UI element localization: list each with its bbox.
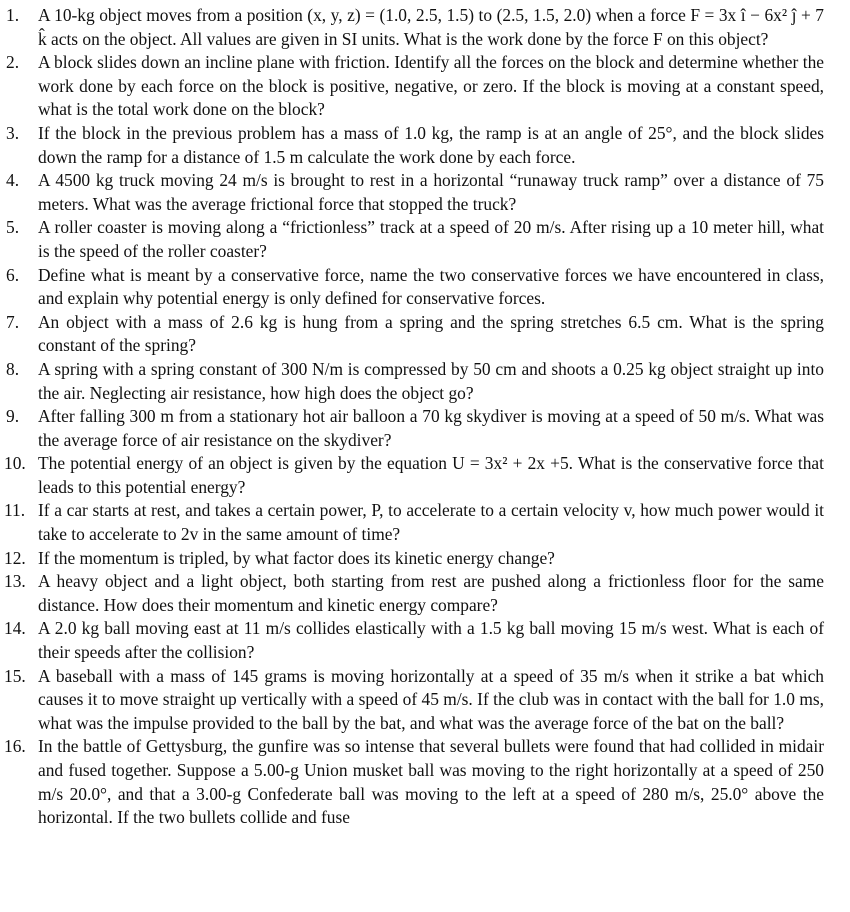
problem-number: 13. [4,571,26,592]
problem-number: 12. [4,547,26,568]
problem-item [0,665,850,736]
problem-text: If a car starts at rest, and takes a certain power, P, to accelerate to a certain velocity v, how much power would it take to accelerate to 2v in the same amount of time? [38,500,824,545]
problem-text: In the battle of Gettysburg, the gunfire was so intense that several bullets were found that had collided in midair and fused together. Suppose a 5.00-g Union musket ball was moving to the right horizontally at a speed of 250 m/s 20.0°, and that a 3.00-g Confederate ball was moving to the left at a speed of 280 m/s, 25.0° above the horizontal. If the two bullets collide and fuse [38,736,824,828]
problem-item [0,264,850,311]
problem-text: A spring with a spring constant of 300 N/m is compressed by 50 cm and shoots a 0.25 kg object straight up into the air. Neglecting air resistance, how high does the object go? [38,358,824,403]
problem-item [0,547,850,571]
problem-number: 8. [6,358,20,379]
problem-text: After falling 300 m from a stationary hot air balloon a 70 kg skydiver is moving at a speed of 50 m/s. What was the average force of air resistance on the skydiver? [38,406,824,450]
problem-item [0,617,850,664]
problem-text: A 4500 kg truck moving 24 m/s is brought to rest in a horizontal “runaway truck ramp” over a distance of 75 meters. What was the average frictional force that stopped the truck? [38,170,824,214]
problem-number: 15. [4,665,26,686]
problem-text: Define what is meant by a conservative force, name the two conservative forces we have encountered in class, and explain why potential energy is only defined for conservative forces. [38,264,824,309]
problem-item [0,311,850,358]
problem-text: A 10-kg object moves from a position (x, y, z) = (1.0, 2.5, 1.5) to (2.5, 1.5, 2.0) when a force F = 3x î − 6x² ĵ + 7 k̂ acts on the object. All values are given in SI units. What is the work done by the force F on this object? [38,5,824,49]
problem-number: 5. [6,217,20,238]
problem-text: An object with a mass of 2.6 kg is hung from a spring and the spring stretches 6.5 cm. What is the spring constant of the spring? [38,311,824,356]
problem-number: 7. [6,311,20,332]
problem-text: The potential energy of an object is given by the equation U = 3x² + 2x +5. What is the conservative force that leads to this potential energy? [38,453,824,497]
problem-number: 11. [4,500,26,521]
problem-number: 9. [6,406,20,427]
problem-item [0,51,850,122]
problem-item [0,169,850,216]
problem-list [0,4,850,830]
problem-number: 4. [6,170,20,191]
problem-number: 2. [6,52,20,73]
problem-text: If the block in the previous problem has a mass of 1.0 kg, the ramp is at an angle of 25°, and the block slides down the ramp for a distance of 1.5 m calculate the work done by each force. [38,122,824,167]
problem-item [0,452,850,499]
problem-item [0,122,850,169]
problem-text: A block slides down an incline plane with friction. Identify all the forces on the block and determine whether the work done by each force on the block is positive, negative, or zero. If the block is moving at a constant speed, what is the total work done on the block? [38,52,824,120]
problem-number: 6. [6,264,20,285]
problem-text: A roller coaster is moving along a “frictionless” track at a speed of 20 m/s. After rising up a 10 meter hill, what is the speed of the roller coaster? [38,217,824,261]
problem-number: 1. [6,5,20,25]
problem-number: 3. [6,122,20,143]
problem-text: If the momentum is tripled, by what factor does its kinetic energy change? [38,547,555,568]
problem-item [0,358,850,405]
problem-item [0,570,850,617]
problem-number: 16. [4,736,26,757]
problem-number: 10. [4,453,26,474]
problem-number: 14. [4,618,26,639]
problem-item [0,735,850,829]
problem-text: A baseball with a mass of 145 grams is moving horizontally at a speed of 35 m/s when it strike a bat which causes it to move straight up vertically with a speed of 45 m/s. If the club was in contact with the ball for 1.0 ms, what was the impulse provided to the ball by the bat, and what was the average force of the bat on the ball? [38,665,824,733]
problem-item [0,4,850,51]
problem-text: A heavy object and a light object, both starting from rest are pushed along a frictionless floor for the same distance. How does their momentum and kinetic energy compare? [38,571,824,615]
problem-item [0,216,850,263]
problem-text: A 2.0 kg ball moving east at 11 m/s collides elastically with a 1.5 kg ball moving 15 m/s west. What is each of their speeds after the collision? [38,618,824,663]
problem-item [0,499,850,546]
problem-item [0,405,850,452]
